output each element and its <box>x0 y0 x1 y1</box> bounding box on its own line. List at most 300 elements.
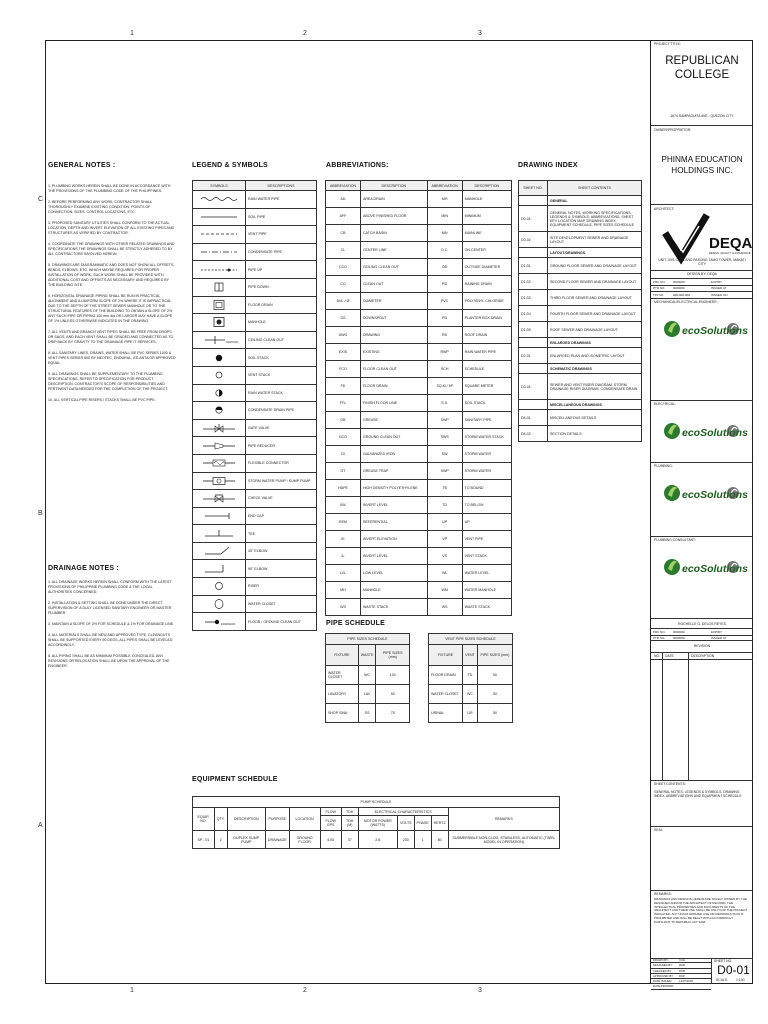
dash-symbol-icon <box>193 226 246 244</box>
abbreviation: CO <box>326 276 361 293</box>
remarks-text: DRAWINGS AND DESIGNS HEREIN ARE SOLELY OWNED BY THE DESIGNER AND/OR THE ARCHITECT OF RECORD. THE INTELLECTUAL PROPERTIES AND DOCUMENTS OF THE ARCHITECT AND THEIR USE SHALL BE ONLY FOR THE PROJECT INDICATED. ANY UNAUTHORIZED USE OR REPRODUCTION IS PROHIBITED AND WILL BE DEALT WITH ACCORDINGLY PURSUANT TO REPUBLIC ACT 9266. <box>654 897 748 924</box>
abbreviation-description: POLYVINYL CHLORIDE <box>462 293 511 310</box>
vent-sizes-h3: PIPE SIZES (mm) <box>477 645 512 666</box>
index-group-row <box>519 196 642 206</box>
general-note: 2. BEFORE PERFORMING ANY WORK, CONTRACTOR SHALL THOROUGHLY EXAMINE EXISTING CONDITION, POINTS OF CONNECTION, SIZES, CONTROL LOCATIONS, ETC. <box>48 200 152 214</box>
abbreviation-row <box>326 191 512 208</box>
ecosolutions-wordmark: ecoSolutions <box>682 489 748 501</box>
abbreviation: DIA. / Ø <box>326 293 361 310</box>
abbreviation-row <box>326 327 512 344</box>
index-sheet-no: D0-01 <box>519 206 548 232</box>
abbreviation-row <box>326 225 512 242</box>
grid-col-3-bottom: 3 <box>478 987 482 994</box>
abbreviation: EXIS <box>326 344 361 361</box>
deqa-subtitle: DESIGN, QUALITY & ASSURANCE <box>709 252 751 255</box>
abbr-header-4: DESCRIPTION <box>462 181 511 191</box>
drawing-index-table <box>518 180 642 442</box>
project-address: 1674 SAMPAGUITA AVE., QUEZON CITY <box>670 114 734 118</box>
abbreviation-description: FLOOR DRAIN <box>360 378 427 395</box>
abbreviation-description: ON CENTER <box>462 242 511 259</box>
abbreviation: SWS <box>427 429 462 446</box>
index-sheet-no <box>519 364 548 374</box>
abbreviation: RWP <box>427 344 462 361</box>
abbreviation: FD <box>326 378 361 395</box>
title-block <box>650 40 753 989</box>
abbreviation-row <box>326 208 512 225</box>
deqa-address: UNIT 1001 CITYLAND PASONG TAMO TOWER, MAKATI CITY <box>658 258 746 267</box>
sheet-number: D0-01 <box>717 963 750 977</box>
sign-row-cell: ISSUED AT <box>711 636 727 640</box>
grid-col-2-top: 2 <box>303 30 307 37</box>
index-sheet-no: D1-03 <box>519 290 548 306</box>
pipe-size: 50 <box>477 685 512 704</box>
legend-description: SOIL STACK <box>246 349 317 367</box>
equipment-cell: 1 <box>414 831 431 849</box>
reducer-symbol-icon <box>193 437 246 455</box>
drainage-note: 5. ALL PIPING SHALL BE AS MINIMUM POSSIBLE CONCEALED. ANY REVISIONS OR RELOCATION SHALL BE UPON THE APPROVAL OF THE ENGINEER. <box>48 654 170 668</box>
elbow90-symbol-icon <box>193 560 246 578</box>
prc-row-cell: TIN NO. <box>653 292 664 297</box>
legend-description: 90° ELBOW <box>246 560 317 578</box>
abbreviation-description: MAINLINE <box>462 225 511 242</box>
legend-row <box>193 296 317 314</box>
legend-header-symbols: SYMBOLS <box>193 181 246 191</box>
abbreviation: MH <box>427 191 462 208</box>
vent-size-row <box>429 704 513 723</box>
abbreviation: INV <box>326 497 361 514</box>
abbreviation-description: INVERT LEVEL <box>360 497 427 514</box>
abbreviation: SQ.M / M² <box>427 378 462 395</box>
fixture-code: LAV <box>358 685 376 704</box>
abbreviation: TB <box>427 480 462 497</box>
index-row <box>519 274 642 290</box>
abbreviation: DS <box>326 310 361 327</box>
abbreviation-description: HIGH DENSITY POLYETHYLENE <box>360 480 427 497</box>
manhole-symbol-icon <box>193 314 246 332</box>
abbreviation-row <box>326 310 512 327</box>
index-contents: ROOF SEWER AND DRAINAGE LAYOUT <box>548 322 642 338</box>
index-row <box>519 258 642 274</box>
abbreviation-description: SOIL STACK <box>462 395 511 412</box>
abbreviation-description: DOWNSPOUT <box>360 310 427 327</box>
index-contents: MISCELLANEOUS DETAILS <box>548 410 642 426</box>
eq-h-phase: PHASE <box>414 816 431 831</box>
meta-row <box>651 984 711 989</box>
eq-h-volts: VOLTS <box>398 816 415 831</box>
abbreviation: MH <box>326 582 361 599</box>
scale-label: SCALE: <box>716 978 729 982</box>
meta-value: DKP <box>679 973 685 978</box>
project-title-label: PROJECT TITLE: <box>654 42 681 46</box>
index-contents: GENERAL NOTES, WORKING SPECIFICATIONS, LEGENDS & SYMBOLS, ABBREVIATIONS, SHEET KEY LOCATION MAP, DRAWING INDEX, EQUIPMENT SCHEDULE, PIPE SIZES SCHEDULE <box>548 206 642 232</box>
legend-description: CEILING CLEAN OUT <box>246 331 317 349</box>
index-contents: LAYOUT/DRAWINGS <box>548 248 642 258</box>
consultant-label: MECHANICAL/ELECTRICAL ENGINEER: <box>654 300 718 304</box>
pipe-sizes-h3: PIPE SIZES (mm) <box>376 645 410 666</box>
abbreviation-description: AREA DRAIN <box>360 191 427 208</box>
abbreviation-row <box>326 344 512 361</box>
floordrain-symbol-icon <box>193 296 246 314</box>
meta-value: RCB <box>679 963 685 968</box>
rev-h-date: DATE <box>665 654 674 658</box>
deqa-wordmark: DEQA <box>709 235 753 252</box>
sign-row-cell: 0000000 <box>673 629 685 634</box>
legend-row <box>193 261 317 279</box>
abbreviation-row <box>326 293 512 310</box>
eq-h-gps: FLOW GPS <box>320 816 341 831</box>
general-note: 3. PROPOSED SANITARY UTILITIES SHALL CONFORM TO THE ACTUAL LOCATION, DEPTH AND INVERT ELEVATION OF ALL EXISTING PIPES AND STRUCTURES AS VERIFIED BY CONTRACTOR. <box>48 221 175 235</box>
legend-description: END CAP <box>246 507 317 525</box>
index-contents: SITE DEVELOPMENT SEWER AND DRAINAGE LAYOUT <box>548 232 642 248</box>
abbreviation: WM <box>427 582 462 599</box>
abbreviation-description: GROUND CLEAN OUT <box>360 429 427 446</box>
dashfine-symbol-icon <box>193 261 246 279</box>
pipe-sizes-h1: FIXTURE <box>326 645 359 666</box>
ecosolutions-logo <box>663 312 748 346</box>
vent-sizes-title: VENT PIPE SIZES SCHEDULE <box>429 634 513 645</box>
rev-h-no: NO. <box>654 654 661 658</box>
abbreviation-description: SQUARE METER <box>462 378 511 395</box>
index-sheet-no: D0-02 <box>519 232 548 248</box>
fcohead-symbol-icon <box>193 613 246 631</box>
eq-h-no: EQUIP. NO. <box>193 808 215 831</box>
abbreviation-description: CENTER LINE <box>360 242 427 259</box>
abbreviation-description: DRAWING <box>360 327 427 344</box>
sheet-no-label: SHEET NO. <box>714 959 733 963</box>
abbreviation: WL <box>427 565 462 582</box>
prc-row-cell: ISSUED AT <box>711 286 727 290</box>
abbreviation-row <box>326 565 512 582</box>
abbreviation: VP <box>427 531 462 548</box>
equipment-schedule-title: EQUIPMENT SCHEDULE <box>192 776 278 783</box>
pipe-sizes-h2: WASTE <box>358 645 376 666</box>
abbreviation-row <box>326 514 512 531</box>
pipe-sizes-title: PIPE SIZES SCHEDULE <box>326 634 410 645</box>
fixture-code: WC <box>358 666 376 685</box>
legend-description: WATER CLOSET <box>246 595 317 613</box>
abbreviation-description: GREASE <box>360 412 427 429</box>
abbreviation: FCO <box>326 361 361 378</box>
abbreviation: GI <box>326 446 361 463</box>
ecosolutions-wordmark: ecoSolutions <box>682 325 748 337</box>
abbreviation: PD <box>427 310 462 327</box>
abbreviation-description: CLEAN OUT <box>360 276 427 293</box>
abbreviations-table <box>325 180 512 616</box>
index-row <box>519 410 642 426</box>
index-sheet-no: D4-02 <box>519 426 548 442</box>
index-contents: THIRD FLOOR SEWER AND DRAINAGE LAYOUT <box>548 290 642 306</box>
abbreviation-description: TO BOUND <box>462 480 511 497</box>
abbreviation-description: REFERENTIAL <box>360 514 427 531</box>
abbreviation-row <box>326 259 512 276</box>
index-contents: FOURTH FLOOR SEWER AND DRAINAGE LAYOUT <box>548 306 642 322</box>
abbreviation: SW <box>427 446 462 463</box>
ecosolutions-logo <box>663 414 748 448</box>
pipe-size: 75 <box>376 704 410 723</box>
fixture-code: FD <box>462 666 477 685</box>
drainage-notes-list <box>48 580 176 675</box>
abbreviation-description: FINISH FLOOR LINE <box>360 395 427 412</box>
general-note: 8. ALL SANITARY LINES, DRAINS, WATER SHALL BE PVC SERIES 1000 & VENT PIPES SERIES 600 BY NEOTEC, ENDURAL, ATLANTA OR APPROVED EQUAL. <box>48 351 176 365</box>
legend-row <box>193 208 317 226</box>
legend-description: STORM WATER PUMP / SUMP PUMP <box>246 472 317 490</box>
abbreviation-description: VENT PIPE <box>462 531 511 548</box>
pipe-size: 50 <box>477 704 512 723</box>
pipedown-symbol-icon <box>193 278 246 296</box>
general-note: 4. COORDINATE THE DRAWINGS WITH OTHER RELATED DRAWINGS AND SPECIFICATIONS THE DRAWINGS SHALL BE STRICTLY ADHERED TO BY ALL CONTRACTORS INVOLVED HEREIN. <box>48 242 175 256</box>
legend-row <box>193 595 317 613</box>
abbreviation: GB <box>326 412 361 429</box>
abbreviation-row <box>326 446 512 463</box>
abbreviation-row <box>326 599 512 616</box>
prc-table <box>651 278 753 298</box>
abbreviation: LVL <box>326 565 361 582</box>
eq-h-tdh: TDH <box>341 808 358 816</box>
abbreviation-row <box>326 548 512 565</box>
pipe-size-row <box>326 666 410 685</box>
drawing-index-title: DRAWING INDEX <box>518 162 578 169</box>
rev-h-desc: DESCRIPTION <box>691 654 715 658</box>
sheet-contents: GENERAL NOTES, LEGENDS & SYMBOLS, DRAWING INDEX, ABBREVIATIONS AND EQUIPMENT SCHEDULE <box>654 790 742 799</box>
equipment-cell: 4.05 <box>320 831 341 849</box>
sign-row-cell: PTR NO. <box>653 636 666 640</box>
abbreviation: VS <box>427 548 462 565</box>
cleanout-symbol-icon <box>193 331 246 349</box>
legend-description: CHECK VALVE <box>246 490 317 508</box>
legend-header-descriptions: DESCRIPTIONS <box>246 181 317 191</box>
legend-description: CONDENSATE PIPE <box>246 243 317 261</box>
index-contents: SECOND FLOOR SEWER AND DRAINAGE LAYOUT <box>548 274 642 290</box>
abbreviation-description: STORM WATER STACK <box>462 429 511 446</box>
equipment-cell: DUPLEX SUMP PUMP <box>227 831 265 849</box>
abbreviation-description: GALVANIZED IRON <box>360 446 427 463</box>
legend-description: MANHOLE <box>246 314 317 332</box>
fixture-code: WC <box>462 685 477 704</box>
wavy-symbol-icon <box>193 191 246 209</box>
abbreviation-description: EXISTING <box>360 344 427 361</box>
legend-row <box>193 507 317 525</box>
legend-row <box>193 437 317 455</box>
index-row <box>519 348 642 364</box>
abbr-header-1: ABBREVIATION <box>326 181 361 191</box>
abbreviation-description: OUTSIDE DIAMETER <box>462 259 511 276</box>
legend-title: LEGEND & SYMBOLS <box>192 162 268 169</box>
prc-row-cell: 000-000-000 <box>673 292 691 297</box>
eq-h-flow: FLOW <box>320 808 341 816</box>
drainage-note: 2. INSTALLATION & SETTING SHALL BE DONE UNDER THE DIRECT SUPERVISION OF A DULY LICENSED SANITARY ENGINEER OR MASTER PLUMBER. <box>48 601 172 615</box>
legend-table <box>192 180 317 631</box>
meta-label: APPROVED BY: <box>653 973 674 978</box>
meta-label: DESIGNED BY: <box>653 963 673 968</box>
equipment-cell: SP - 01 <box>193 831 215 849</box>
abbreviation-description: STORM WATER <box>462 446 511 463</box>
abbreviation: SCH <box>427 361 462 378</box>
abbreviation-description: RAINING DRAIN <box>462 276 511 293</box>
meta-value: 14/07/2020 <box>679 979 693 984</box>
scale-value: 1:100 <box>736 978 745 982</box>
fixture-code: UR <box>462 704 477 723</box>
legend-description: GATE VALVE <box>246 419 317 437</box>
eq-h-desc: DESCRIPTION <box>227 808 265 831</box>
abbreviation: WS <box>326 599 361 616</box>
legend-description: TEE <box>246 525 317 543</box>
abbreviation-row <box>326 361 512 378</box>
index-sheet-no: D2-01 <box>519 348 548 364</box>
vent-sizes-h1: FIXTURE <box>429 645 463 666</box>
abbreviation: WS <box>427 599 462 616</box>
eq-h-hertz: HERTZ <box>431 816 448 831</box>
design-by: DESIGN BY: DEQA <box>687 272 717 276</box>
equipment-cell: 2 <box>214 831 227 849</box>
legend-row <box>193 490 317 508</box>
legend-description: FLEXIBLE CONNECTOR <box>246 454 317 472</box>
index-group-row <box>519 364 642 374</box>
general-note: 6. HORIZONTAL DRAINAGE PIPING SHALL BE RUN IN PRACTICAL ALIGNMENT AND A UNIFORM SLOPE OF 2% WHERE IT IS IMPRACTICAL DUE TO THE DEPTH OF THE STREET SEWER MANHOLE OR TO THE STRUCTURAL FEATURES OF THE BUILDING TO OBTAIN A SLOPE OF 2% ANY SUCH PIPE OR PIPING 100 mm dia OR LARGER MAY HAVE A SLOPE OF 1% UNLESS OTHERWISE INDICATED IN THE DRAWING. <box>48 294 173 323</box>
abbr-header-3: ABBREVIATION <box>427 181 462 191</box>
equipment-cell: DRAINAGE <box>265 831 289 849</box>
abbreviation-row <box>326 497 512 514</box>
abbreviation: CB <box>326 225 361 242</box>
legend-description: VENT PIPE <box>246 226 317 244</box>
general-note: 7. ALL VENTS AND BRANCH VENT PIPES SHALL BE FREE FROM DROPS OR SAGS, AND EACH VENT SHALL BE GRADED AND CONNECTED AS TO DRIP BACK BY GRAVITY TO THE DRAINAGE PIPE IT SERVICES. <box>48 330 174 344</box>
grid-row-a: A <box>38 822 43 829</box>
legend-row <box>193 366 317 384</box>
index-sheet-no: D4-01 <box>519 410 548 426</box>
abbreviation: RD <box>427 276 462 293</box>
legend-row <box>193 331 317 349</box>
abbreviation: AFF <box>326 208 361 225</box>
index-contents: GENERAL <box>548 196 642 206</box>
abbreviation-row <box>326 412 512 429</box>
abbreviation-row <box>326 378 512 395</box>
abbreviation: FFL <box>326 395 361 412</box>
abbreviation-row <box>326 480 512 497</box>
revision-label: REVISION <box>693 644 711 648</box>
legend-description: RAIN WATER PIPE <box>246 191 317 209</box>
abbreviations-title: ABBREVIATIONS: <box>326 162 389 169</box>
ring-symbol-icon <box>193 578 246 596</box>
abbreviation-description: DIAMETER <box>360 293 427 310</box>
abbreviation-description: VENT STACK <box>462 548 511 565</box>
equipment-cell: 230 <box>398 831 415 849</box>
abbreviation-description: INVERT LEVEL <box>360 548 427 565</box>
meta-label: DRAWN BY: <box>653 958 669 962</box>
sheet-contents-label: SHEET CONTENTS: <box>654 782 686 786</box>
legend-row <box>193 349 317 367</box>
fixture-name: SHOP SINK <box>326 704 359 723</box>
grid-row-c: C <box>38 196 44 203</box>
legend-description: RAIN WATER STACK <box>246 384 317 402</box>
equipment-cell: GROUND FLOOR <box>289 831 320 849</box>
legend-row <box>193 243 317 261</box>
sign-row-cell: PRC NO. <box>653 629 666 634</box>
legend-description: RISER <box>246 578 317 596</box>
abbreviation: GT <box>326 463 361 480</box>
equipment-cell: SUBMERSIBLE NON-CLOG, STAINLESS, AUTOMATIC (TWIN-MODEL IN OPERATION) <box>448 831 559 849</box>
abbreviation-description: PLANTER BOX DRAIN <box>462 310 511 327</box>
legend-row <box>193 613 317 631</box>
pipe-size: 50 <box>376 685 410 704</box>
circle-symbol-icon <box>193 366 246 384</box>
abbreviation: SWP <box>427 463 462 480</box>
half-symbol-icon <box>193 384 246 402</box>
fixture-name: WATER CLOSET <box>429 685 463 704</box>
prc-row <box>651 291 753 298</box>
equipment-schedule-table <box>192 796 560 849</box>
index-contents: GROUND FLOOR SEWER AND DRAINAGE LAYOUT <box>548 258 642 274</box>
fixture-name: LAVATORY <box>326 685 359 704</box>
eq-h-remarks: REMARKS <box>448 808 559 831</box>
elbow45-symbol-icon <box>193 542 246 560</box>
index-contents: SECTION DETAILS <box>548 426 642 442</box>
pipe-size-row <box>326 704 410 723</box>
index-header-sheet-no: SHEET NO. <box>519 181 548 196</box>
general-note: 1. PLUMBING WORKS HEREIN SHALL BE DONE IN ACCORDANCE WITH THE PROVISIONS OF THE PLUMBING CODE OF THE PHILIPPINES. <box>48 184 171 193</box>
abbreviation: IL <box>326 548 361 565</box>
owner-name: PHINMA EDUCATION HOLDINGS INC. <box>661 155 743 175</box>
legend-description: PIPE REDUCER <box>246 437 317 455</box>
abbreviation: PVC <box>427 293 462 310</box>
index-contents: SCHEMATIC DRAWINGS <box>548 364 642 374</box>
prc-row-cell: PRC NO. <box>653 279 666 284</box>
index-row <box>519 426 642 442</box>
general-note: 9. ALL DRAWINGS SHALL BE SUPPLEMENTARY TO THE PLUMBING SPECIFICATIONS, REFER TO SPECIFICATION FOR PRODUCT DESCRIPTION, CONTRACTOR'S SCOPE OF RESPONSIBILITIES AND PERTINENT DATA NEEDED FOR THE COMPLETION OF THE PROJECT. <box>48 372 169 391</box>
consultant-label: PLUMBING CONSULTANT: <box>654 538 696 542</box>
abbreviation: AD <box>326 191 361 208</box>
legend-description: CONDENSATE DRAIN PIPE <box>246 402 317 420</box>
legend-description: PIPE UP <box>246 261 317 279</box>
halfdot-symbol-icon <box>193 402 246 420</box>
legend-row <box>193 384 317 402</box>
meta-value: RCB <box>679 968 685 973</box>
abbreviation-description: SANITARY PIPE <box>462 412 511 429</box>
general-notes-list <box>48 184 176 409</box>
svg-text:CO/CCO: CO/CCO <box>226 340 238 345</box>
drainage-note: 4. ALL MATERIALS SHALL BE NEW AND APPROVED TYPE. CLEANOUTS SHALL BE SUPPORTED EVERY 90 DEGS. ALL PIPES SHALL BE LEVELED ACCORDINGLY. <box>48 633 173 647</box>
index-contents: MISCELLANEOUS DRAWINGS <box>548 400 642 410</box>
check-symbol-icon <box>193 490 246 508</box>
sign-row-cell: 0000000 <box>673 636 685 640</box>
legend-row <box>193 226 317 244</box>
abbreviation-row <box>326 582 512 599</box>
index-row <box>519 232 642 248</box>
pump-schedule-label: PUMP SCHEDULE <box>193 797 560 808</box>
index-group-row <box>519 400 642 410</box>
abbreviation: IE <box>326 531 361 548</box>
legend-row <box>193 560 317 578</box>
legend-description: PIPE DOWN <box>246 278 317 296</box>
eq-h-elec: ELECTRICAL CHARACTERISTICS <box>358 808 448 816</box>
abbreviation-description: MINIMUM <box>462 208 511 225</box>
flex-symbol-icon <box>193 454 246 472</box>
prc-row-cell: ISSUED ON <box>711 292 728 297</box>
prc-row-cell: EXPIRY <box>711 279 722 284</box>
abbreviation-description: INVERT ELEVATION <box>360 531 427 548</box>
abbreviation-description: STORM WATER <box>462 463 511 480</box>
abbreviation: MIN <box>427 208 462 225</box>
fixture-code: SS <box>358 704 376 723</box>
index-row <box>519 290 642 306</box>
abbreviation: CCO <box>326 259 361 276</box>
legend-row <box>193 278 317 296</box>
index-contents: SEWER AND VENT RISER DIAGRAM, STORM DRAINAGE RISER DIAGRAM, CONDENSATE DRAIN <box>548 374 642 400</box>
abbreviation: UP <box>427 514 462 531</box>
prc-row-cell: PTR NO. <box>653 286 666 290</box>
vent-size-row <box>429 666 513 685</box>
legend-description: 45° ELBOW <box>246 542 317 560</box>
index-sheet-no: D1-04 <box>519 306 548 322</box>
abbreviation-description: WASTE STACK <box>462 599 511 616</box>
